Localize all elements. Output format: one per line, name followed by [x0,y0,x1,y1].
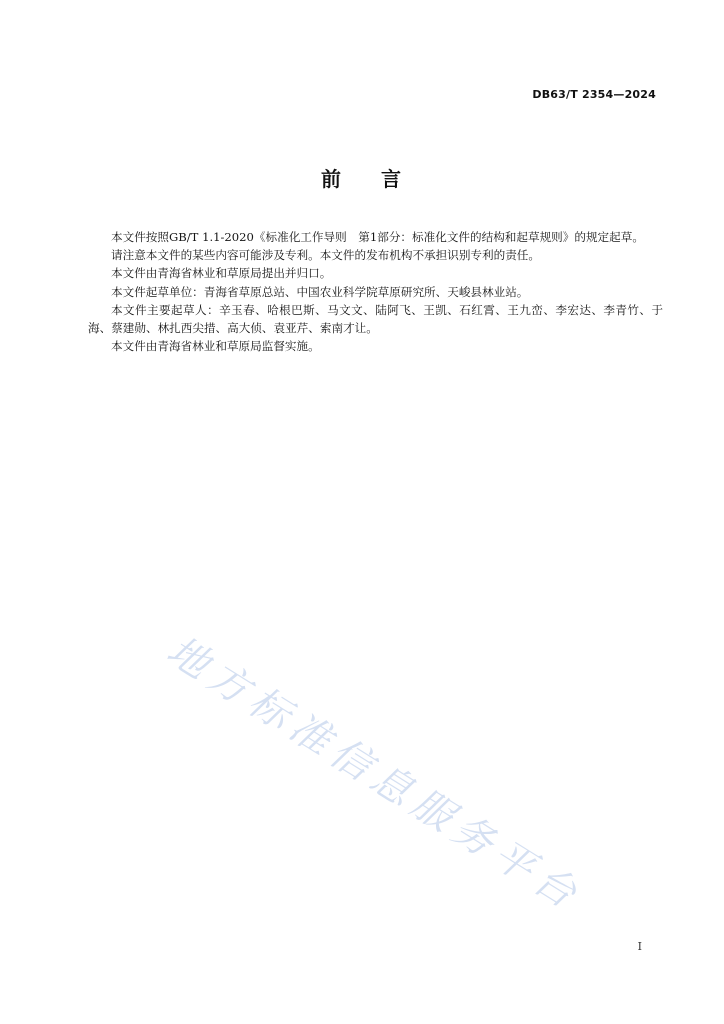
section-title [0,163,724,192]
document-code: DB63/T 2354—2024 [532,88,656,101]
foreword-body [88,228,663,355]
paragraph-proposer: 本文件由青海省林业和草原局提出并归口。 [111,266,332,281]
paragraph-supervision: 本文件由青海省林业和草原局监督实施。 [111,339,320,354]
paragraph-main-drafters: 本文件主要起草人：辛玉春、哈根巴斯、马文文、陆阿飞、王凯、石红霄、王九峦、李宏达、李青竹、于海、蔡建勋、林扎西尖措、高大侦、袁亚芹、索南才让。 [88,302,663,336]
page-number: I [637,940,642,953]
paragraph-drafting-units: 本文件起草单位：青海省草原总站、中国农业科学院草原研究所、天峻县林业站。 [111,284,529,299]
watermark-text: 地方标准信息服务平台 [158,627,591,922]
paragraph-patent-notice: 请注意本文件的某些内容可能涉及专利。本文件的发布机构不承担识别专利的责任。 [111,248,540,263]
section-title-char-2: 言 [381,167,403,191]
section-title-char-1: 前 [321,167,343,191]
paragraph-drafting-rules: 本文件按照GB/T 1.1-2020《标准化工作导则 第1部分：标准化文件的结构和起草规则》的规定起草。 [111,230,644,244]
